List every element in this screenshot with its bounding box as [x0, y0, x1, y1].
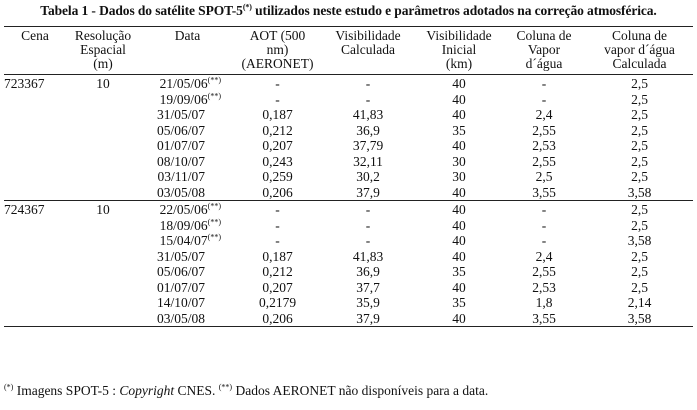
vis-ini-cell: 40 [452, 91, 466, 107]
table-row [4, 138, 693, 154]
header-line: Vapor [527, 42, 561, 57]
resolucao-cell: 10 [96, 76, 110, 91]
header-line: Coluna de [516, 28, 572, 43]
vis-calc-cell: 37,9 [356, 184, 380, 200]
cena-cell [4, 185, 66, 201]
aot-cell: 0,2179 [258, 295, 297, 310]
header-cell [502, 27, 586, 75]
cena-cell: 724367 [4, 202, 45, 217]
date-cell [140, 75, 235, 92]
aot-cell: - [275, 233, 280, 248]
date-cell [140, 169, 235, 185]
date-cell [140, 123, 235, 139]
footnote [4, 383, 488, 399]
header-line: vapor d´água [604, 42, 675, 57]
vis-ini-cell: 40 [452, 279, 466, 295]
date-value: 03/05/08 [156, 184, 205, 200]
vapor-calc-cell: 3,58 [627, 184, 652, 200]
caption-text: Tabela 1 - Dados do satélite SPOT-5 [40, 3, 243, 18]
aot-cell: 0,187 [262, 107, 293, 122]
vapor-calc-cell: 2,5 [631, 76, 648, 91]
cena-cell [4, 264, 66, 280]
vis-calc-cell: - [365, 76, 371, 91]
vapor-cell: - [541, 76, 547, 91]
table-row [4, 233, 693, 249]
aot-cell: 0,207 [262, 138, 293, 153]
vapor-calc-cell: 2,5 [631, 202, 648, 217]
table-row [4, 280, 693, 296]
date-cell [140, 185, 235, 201]
vis-ini-cell: 30 [452, 153, 466, 169]
header-cell [416, 27, 502, 75]
data-table [4, 26, 693, 327]
cena-cell [4, 249, 66, 265]
cena-cell [4, 280, 66, 296]
resolucao-cell [66, 123, 140, 139]
aot-cell: 0,259 [262, 169, 293, 184]
aot-cell: - [275, 91, 280, 107]
table-row [4, 185, 693, 201]
vapor-cell: - [541, 217, 547, 233]
vis-calc-cell: - [365, 233, 371, 248]
vis-calc-cell: 37,79 [352, 138, 384, 153]
footnote-text-2: CNES. [174, 383, 219, 398]
date-value: 22/05/06 [159, 202, 208, 217]
cena-cell [4, 218, 66, 234]
aot-cell: 0,206 [262, 184, 293, 200]
resolucao-cell [66, 311, 140, 327]
resolucao-cell [66, 107, 140, 123]
header-line: (m) [93, 56, 113, 71]
date-value: 31/05/07 [156, 107, 205, 122]
date-superscript: (**) [207, 217, 221, 226]
aot-cell: 0,187 [262, 248, 293, 264]
header-row [4, 27, 693, 75]
header-cell [320, 27, 416, 75]
date-cell [140, 249, 235, 265]
resolucao-cell [66, 138, 140, 154]
header-cell [235, 27, 320, 75]
date-value: 08/10/07 [156, 153, 205, 169]
vapor-cell: 2,5 [535, 169, 553, 184]
aot-cell: 0,207 [262, 279, 293, 295]
vapor-calc-cell: 2,5 [631, 122, 648, 138]
header-line: (km) [445, 56, 473, 71]
footnote-text-1: Imagens SPOT-5 : [13, 383, 120, 398]
table-row [4, 201, 693, 218]
vis-ini-cell: 40 [452, 76, 466, 91]
date-value: 15/04/07 [159, 233, 208, 248]
resolucao-cell: 10 [96, 202, 110, 217]
aot-cell: 0,243 [262, 153, 293, 169]
vapor-calc-cell: 2,5 [631, 169, 648, 184]
date-superscript: (**) [207, 91, 221, 100]
vapor-cell: 2,55 [532, 264, 556, 279]
cena-cell [4, 311, 66, 327]
header-line: Calculada [612, 56, 667, 71]
header-line: AOT (500 [249, 28, 306, 43]
resolucao-cell [66, 185, 140, 201]
table-row [4, 154, 693, 170]
header-line: Visibilidade [426, 28, 492, 43]
header-line: Espacial [80, 42, 126, 57]
table-row [4, 92, 693, 108]
resolucao-cell [66, 154, 140, 170]
vapor-calc-cell: 2,5 [631, 138, 648, 153]
vapor-calc-cell: 2,5 [631, 279, 648, 295]
vis-calc-cell: 30,2 [356, 169, 380, 184]
date-value: 05/06/07 [156, 264, 205, 279]
vis-ini-cell: 35 [452, 295, 466, 310]
vapor-calc-cell: 2,5 [631, 91, 648, 107]
header-line: d´água [525, 56, 563, 71]
date-cell [140, 138, 235, 154]
table-row [4, 295, 693, 311]
caption-superscript: (*) [242, 2, 252, 12]
cena-cell [4, 92, 66, 108]
vis-ini-cell: 40 [452, 202, 466, 217]
date-cell [140, 311, 235, 327]
header-line: Resolução [74, 28, 132, 43]
vis-calc-cell: - [365, 202, 371, 217]
resolucao-cell [66, 264, 140, 280]
date-superscript: (**) [207, 201, 221, 211]
vapor-cell: 3,55 [532, 310, 556, 326]
cena-cell [4, 169, 66, 185]
date-value: 01/07/07 [156, 138, 205, 153]
vapor-calc-cell: 2,5 [631, 217, 648, 233]
aot-cell: 0,206 [262, 310, 293, 326]
vis-calc-cell: - [365, 217, 371, 233]
date-cell [140, 154, 235, 170]
header-line: nm) [266, 42, 289, 57]
vapor-calc-cell: 2,5 [631, 153, 648, 169]
cena-cell: 723367 [4, 76, 45, 91]
footnote-marker-1: (*) [4, 382, 14, 392]
date-value: 03/05/08 [156, 310, 205, 326]
vapor-calc-cell: 3,58 [627, 310, 652, 326]
date-cell [140, 233, 235, 249]
date-cell [140, 264, 235, 280]
vapor-cell: 2,55 [532, 153, 556, 169]
vis-ini-cell: 40 [452, 107, 466, 122]
footnote-text-3: Dados AERONET não disponíveis para a data. [232, 383, 489, 398]
header-line: Data [174, 28, 201, 43]
aot-cell: - [275, 76, 280, 91]
aot-cell: 0,212 [262, 122, 293, 138]
vis-ini-cell: 40 [452, 310, 466, 326]
vapor-calc-cell: 3,58 [627, 233, 652, 248]
aot-cell: 0,212 [262, 264, 293, 279]
date-value: 19/09/06 [159, 91, 208, 107]
vis-ini-cell: 40 [452, 184, 466, 200]
vis-ini-cell: 35 [452, 122, 466, 138]
cena-cell [4, 123, 66, 139]
date-value: 01/07/07 [156, 279, 205, 295]
date-value: 18/09/06 [159, 217, 208, 233]
vapor-cell: - [541, 233, 547, 248]
vapor-calc-cell: 2,5 [631, 264, 648, 279]
table-row [4, 169, 693, 185]
table-row [4, 107, 693, 123]
vapor-cell: 2,55 [532, 122, 556, 138]
header-line: Inicial [441, 42, 477, 57]
table-caption [0, 3, 697, 19]
date-cell [140, 107, 235, 123]
resolucao-cell [66, 92, 140, 108]
resolucao-cell [66, 295, 140, 311]
resolucao-cell [66, 169, 140, 185]
resolucao-cell [66, 280, 140, 296]
vapor-cell: 1,8 [535, 295, 553, 310]
header-cell [4, 27, 66, 75]
cena-cell [4, 138, 66, 154]
date-value: 31/05/07 [156, 248, 205, 264]
table-row [4, 218, 693, 234]
vapor-calc-cell: 2,5 [631, 248, 648, 264]
header-line: Calculada [341, 42, 395, 57]
table-row [4, 311, 693, 327]
vis-calc-cell: 32,11 [353, 153, 383, 169]
vis-ini-cell: 40 [452, 233, 466, 248]
date-value: 21/05/06 [159, 76, 208, 91]
date-value: 03/11/07 [157, 169, 205, 184]
vis-calc-cell: 37,7 [356, 279, 380, 295]
date-cell [140, 92, 235, 108]
aot-cell: - [275, 202, 280, 217]
resolucao-cell [66, 218, 140, 234]
table-row [4, 249, 693, 265]
caption-text-rest: utilizados neste estudo e parâmetros adotados na correção atmosférica. [251, 3, 657, 18]
date-cell [140, 201, 235, 218]
header-line: Cena [21, 28, 49, 43]
date-value: 14/10/07 [156, 295, 205, 310]
vapor-cell: 3,55 [532, 184, 556, 200]
table-row [4, 264, 693, 280]
cena-cell [4, 154, 66, 170]
vis-ini-cell: 40 [452, 217, 466, 233]
vapor-cell: 2,4 [535, 248, 553, 264]
cena-cell [4, 295, 66, 311]
header-line: (AERONET) [241, 56, 314, 71]
date-superscript: (**) [207, 75, 221, 85]
date-cell [140, 280, 235, 296]
vapor-calc-cell: 2,5 [631, 107, 648, 122]
vis-calc-cell: - [365, 91, 371, 107]
vis-ini-cell: 40 [452, 248, 466, 264]
footnote-marker-2: (**) [218, 382, 233, 392]
vapor-cell: - [541, 202, 547, 217]
vis-calc-cell: 41,83 [352, 107, 384, 122]
table-body [4, 75, 693, 327]
vis-calc-cell: 36,9 [356, 122, 380, 138]
vis-calc-cell: 37,9 [356, 310, 380, 326]
header-cell [140, 27, 235, 75]
table-row [4, 75, 693, 92]
vapor-cell: 2,53 [532, 279, 556, 295]
cena-cell [4, 107, 66, 123]
vapor-cell: - [541, 91, 547, 107]
resolucao-cell [66, 233, 140, 249]
vapor-calc-cell: 2,14 [627, 295, 652, 310]
vis-calc-cell: 35,9 [356, 295, 380, 310]
vis-ini-cell: 30 [452, 169, 466, 184]
header-cell [586, 27, 693, 75]
table-header [4, 27, 693, 75]
vis-ini-cell: 40 [452, 138, 466, 153]
header-line: Coluna de [611, 28, 668, 43]
vis-ini-cell: 35 [452, 264, 466, 279]
aot-cell: - [275, 217, 280, 233]
header-cell [66, 27, 140, 75]
date-value: 05/06/07 [156, 122, 205, 138]
date-cell [140, 218, 235, 234]
date-cell [140, 295, 235, 311]
footnote-italic: Copyright [119, 383, 175, 398]
vapor-cell: 2,4 [535, 107, 553, 122]
vapor-cell: 2,53 [532, 138, 556, 153]
resolucao-cell [66, 249, 140, 265]
vis-calc-cell: 36,9 [356, 264, 380, 279]
table-row [4, 123, 693, 139]
vis-calc-cell: 41,83 [352, 248, 384, 264]
cena-cell [4, 233, 66, 249]
header-line: Visibilidade [335, 28, 401, 43]
date-superscript: (**) [207, 232, 221, 242]
